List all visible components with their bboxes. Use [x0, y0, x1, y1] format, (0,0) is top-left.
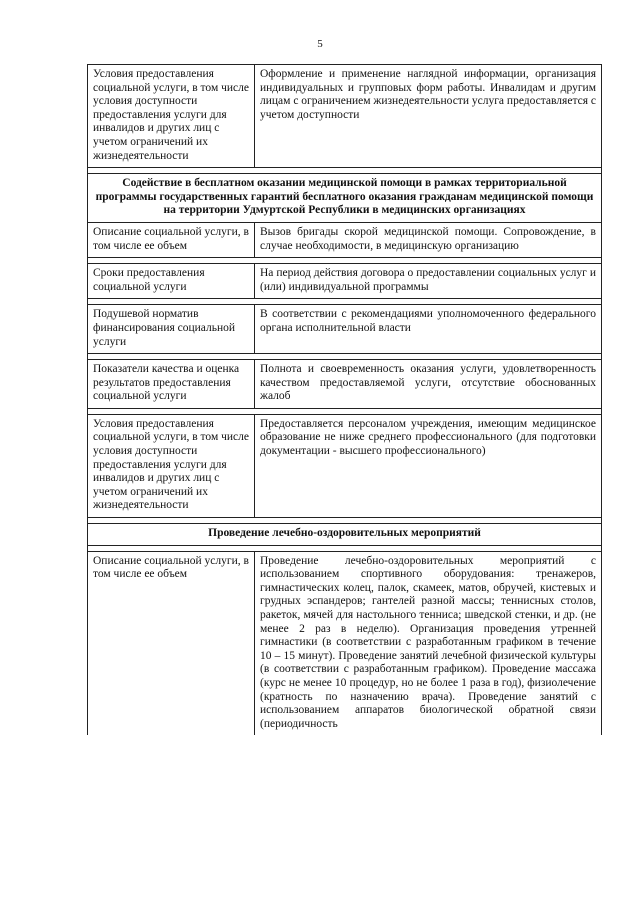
row-label: Показатели качества и оценка результатов предоставления социальной услуги — [88, 360, 255, 409]
row-value: Предоставляется персоналом учреждения, имеющим медицинское образование не ниже среднего профессионального (для подготовки документации - высшего профессионального) — [255, 414, 602, 517]
row-label: Сроки предоставления социальной услуги — [88, 264, 255, 299]
table-row — [88, 264, 602, 299]
row-value: Оформление и применение наглядной информации, организация индивидуальных и групповых форм работы. Инвалидам и другим лицам с ограничением жизнедеятельности услуга предоставляется с учетом доступности — [255, 65, 602, 168]
table-row — [88, 551, 602, 735]
table-row — [88, 305, 602, 354]
row-label: Описание социальной услуги, в том числе ее объем — [88, 551, 255, 735]
section-row — [88, 524, 602, 546]
row-value: Проведение лечебно-оздоровительных мероприятий с использованием спортивного оборудования: тренажеров, гимнастических колец, палок, скамеек, матов, обручей, кистевых и грудных эспандеров; гантелей разной массы; теннисных столов, ракеток, мячей для настольного тенниса; шведской стенки, и др. (не менее 2 раз в неделю). Организация проведения утренней гимнастики (в соответствии с разработанным графиком в течение 10 – 15 минут). Проведение занятий лечебной физической культуры (в соответствии с разработанным графиком). Проведение массажа (курс не менее 10 процедур, но не более 1 раза в год), физиолечение (кратность по назначению врача). Проведение занятий с использованием аппаратов биологической обратной связи (периодичность — [255, 551, 602, 735]
row-label: Условия предоставления социальной услуги, в том числе условия доступности предоставления услуги для инвалидов и других лиц с учетом ограничений их жизнедеятельности — [88, 65, 255, 168]
table-row — [88, 414, 602, 517]
row-value: В соответствии с рекомендациями уполномоченного федерального органа исполнительной власти — [255, 305, 602, 354]
row-label: Подушевой норматив финансирования социальной услуги — [88, 305, 255, 354]
row-label: Условия предоставления социальной услуги, в том числе условия доступности предоставления услуги для инвалидов и других лиц с учетом ограничений их жизнедеятельности — [88, 414, 255, 517]
table-row — [88, 360, 602, 409]
table-row — [88, 222, 602, 257]
services-table — [87, 64, 602, 735]
row-label: Описание социальной услуги, в том числе ее объем — [88, 222, 255, 257]
page-number: 5 — [317, 38, 323, 50]
row-value: Полнота и своевременность оказания услуги, удовлетворенность качеством предоставляемой услуги, отсутствие обоснованных жалоб — [255, 360, 602, 409]
row-value: Вызов бригады скорой медицинской помощи. Сопровождение, в случае необходимости, в медицинскую организацию — [255, 222, 602, 257]
row-value: На период действия договора о предоставлении социальных услуг и (или) индивидуальной программы — [255, 264, 602, 299]
section-title: Содействие в бесплатном оказании медицинской помощи в рамках территориальной программы государственных гарантий бесплатного оказания гражданам медицинской помощи на территории Удмуртской Республики в медицинских организациях — [88, 174, 602, 223]
section-title: Проведение лечебно-оздоровительных мероприятий — [88, 524, 602, 546]
section-row — [88, 174, 602, 223]
table-row — [88, 65, 602, 168]
